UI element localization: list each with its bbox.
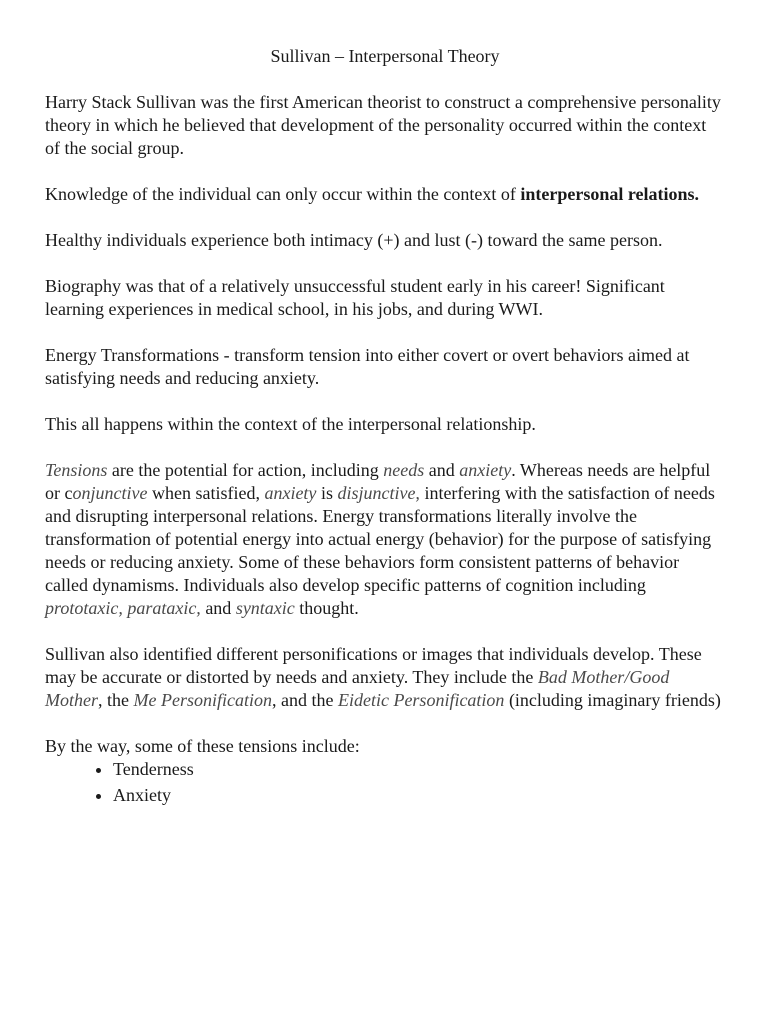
term-disjunctive: disjunctive, — [337, 483, 420, 503]
text-run: , and the — [271, 690, 338, 710]
text-run: interfering with the satisfaction of needs and disrupting interpersonal relations. Energy transformations literally involve the transformation of potential energy into actual energy (behavior) for the purpose of satisfying needs or reducing anxiety. Some of these behaviors form consistent patterns of behavior called dynamisms. Individuals also develop specific patterns of cognition including — [45, 483, 715, 595]
term-tensions: Tensions — [45, 460, 108, 480]
paragraph-healthy: Healthy individuals experience both intimacy (+) and lust (-) toward the same person. — [45, 230, 663, 250]
tensions-list — [45, 758, 725, 807]
text-run: is — [316, 483, 338, 503]
paragraph-context: This all happens within the context of the interpersonal relationship. — [45, 414, 536, 434]
term-me-personification: Me Personification — [133, 690, 272, 710]
knowledge-text: Knowledge of the individual can only occur within the context of — [45, 184, 521, 204]
document-title: Sullivan – Interpersonal Theory — [270, 46, 500, 66]
text-run: thought. — [294, 598, 359, 618]
text-run: and — [200, 598, 236, 618]
document-page — [45, 45, 725, 810]
term-bad-good-mother: Bad Mother/Good Mother — [45, 667, 670, 710]
text-run: are the potential for action, including — [107, 460, 384, 480]
paragraph-tensions-list-intro: By the way, some of these tensions include: — [45, 736, 360, 756]
list-item: • Anxiety — [113, 784, 725, 807]
text-run: (including imaginary friends) — [504, 690, 721, 710]
text-run: Sullivan also identified different personifications or images that individuals develop. These may be accurate or distorted by needs and anxiety. They include the — [45, 644, 702, 687]
paragraph-intro: Harry Stack Sullivan was the first American theorist to construct a comprehensive personality theory in which he believed that development of the personality occurred within the context of the social group. — [45, 92, 721, 158]
paragraph-tensions — [45, 459, 725, 620]
list-item: • Tenderness — [113, 758, 725, 781]
term-anxiety: anxiety — [459, 460, 512, 480]
term-prototaxic-parataxic: prototaxic, parataxic, — [45, 598, 201, 618]
term-anxiety-2: anxiety — [264, 483, 317, 503]
text-run: when satisfied, — [147, 483, 265, 503]
bold-interpersonal-relations: interpersonal relations. — [520, 184, 700, 204]
term-needs: needs — [383, 460, 425, 480]
text-run: and — [424, 460, 460, 480]
paragraph-biography: Biography was that of a relatively unsuccessful student early in his career! Significant learning experiences in medical school, in his jobs, and during WWI. — [45, 276, 665, 319]
paragraph-personifications — [45, 643, 725, 712]
term-conjunctive: onjunctive — [72, 483, 148, 503]
term-eidetic-personification: Eidetic Personification — [337, 690, 505, 710]
term-syntaxic: syntaxic — [235, 598, 295, 618]
paragraph-knowledge — [45, 183, 725, 206]
text-run: . Whereas needs are helpful or c — [45, 460, 711, 503]
text-run: , the — [98, 690, 134, 710]
paragraph-energy-transformations: Energy Transformations - transform tension into either covert or overt behaviors aimed at satisfying needs and reducing anxiety. — [45, 345, 690, 388]
